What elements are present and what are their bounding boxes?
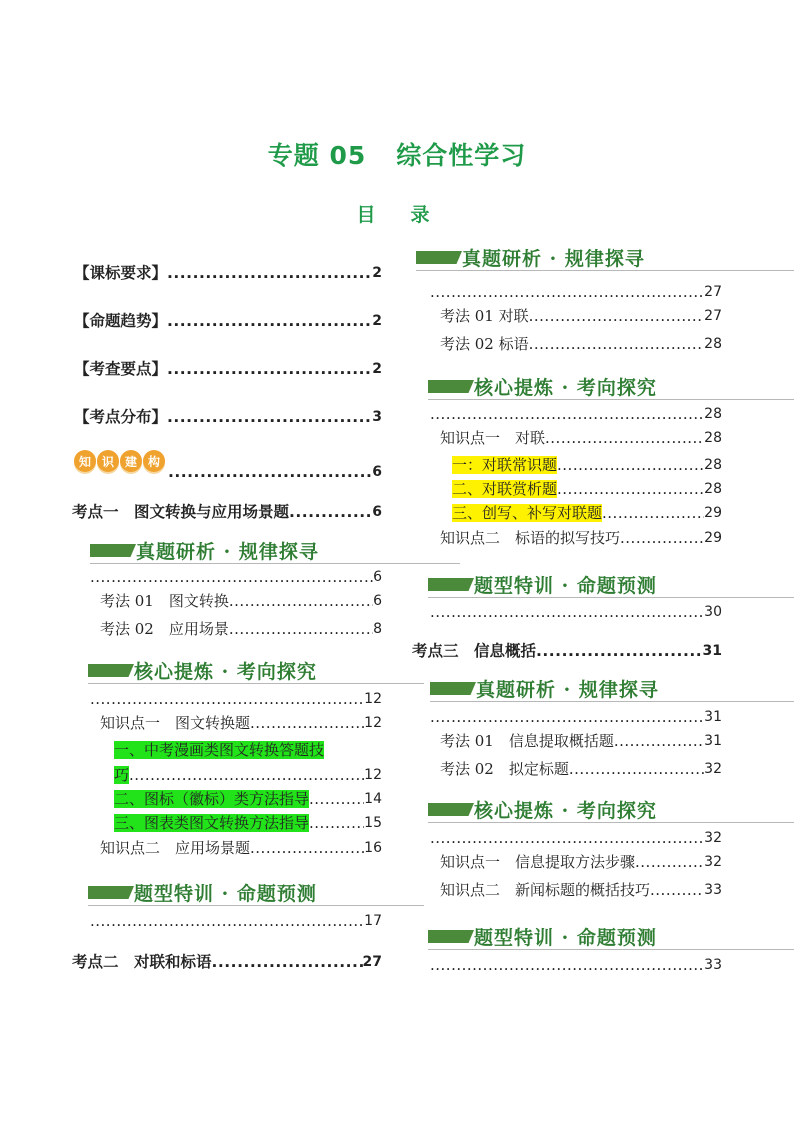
banner-zhenti-2: 真题研析 · 规律探寻 xyxy=(416,247,794,271)
toc-heading: 目 录 xyxy=(356,204,438,226)
toc-entry-zhishidian-xinwen[interactable]: 知识点二 新闻标题的概括技巧 ..... 33 xyxy=(440,881,722,899)
toc-entry-sub-3[interactable]: 三、图表类图文转换方法指导 ..... 15 xyxy=(114,814,382,832)
document-title xyxy=(0,136,794,172)
badge-char: 构 xyxy=(143,450,165,472)
toc-entry-sub-chuangxie[interactable]: 三、创写、补写对联题 ..... 29 xyxy=(452,504,722,522)
toc-entry-zhishidian-1[interactable]: 知识点一 图文转换题 ..... 12 xyxy=(100,714,382,732)
toc-entry-kaofa-biaoti[interactable]: 考法 02 拟定标题 ..... 32 xyxy=(440,760,722,778)
zhishi-jiangou-badge xyxy=(74,450,165,472)
toc-entry-sub-1-line2[interactable]: 巧 ..... 12 xyxy=(114,766,382,784)
toc-entry-sub-changshi[interactable]: 一：对联常识题 ..... 28 xyxy=(452,456,722,474)
toc-entry-kaodian-2[interactable]: 考点二 对联和标语 ..... 27 xyxy=(72,953,382,971)
toc-entry-kebiao[interactable]: 【课标要求】 ..... 2 xyxy=(74,264,382,282)
toc-entry-tixing-1[interactable]: ..... 17 xyxy=(90,912,382,930)
banner-hexin-2: 核心提炼 · 考向探究 xyxy=(428,376,794,400)
toc-entry-sub-shangxi[interactable]: 二、对联赏析题 ..... 28 xyxy=(452,480,722,498)
title-number: 专题 05 xyxy=(267,141,367,170)
toc-entry-kaofa-biaoyu[interactable]: 考法 02 标语 ..... 28 xyxy=(440,335,722,353)
toc-entry-hexin-1[interactable]: ..... 12 xyxy=(90,690,382,708)
toc-entry-hexin-3[interactable]: ..... 32 xyxy=(430,829,722,847)
banner-tixing-3: 题型特训 · 命题预测 xyxy=(428,926,794,950)
toc-entry-zhenti-3[interactable]: ..... 31 xyxy=(430,708,722,726)
toc-entry-kaodian-1[interactable]: 考点一 图文转换与应用场景题 ..... 6 xyxy=(72,503,382,521)
toc-entry-tixing-3[interactable]: ..... 33 xyxy=(430,956,722,974)
toc-entry-kaofa-2[interactable]: 考法 02 应用场景 ..... 8 xyxy=(100,620,382,638)
toc-entry-zhishidian-biaoyu[interactable]: 知识点二 标语的拟写技巧 ..... 29 xyxy=(440,529,722,547)
toc-entry-zhishidian-duilian[interactable]: 知识点一 对联 ..... 28 xyxy=(440,429,722,447)
toc-entry-tixing-2[interactable]: ..... 30 xyxy=(430,603,722,621)
toc-entry-kaocha[interactable]: 【考查要点】 ..... 2 xyxy=(74,360,382,378)
title-topic: 综合性学习 xyxy=(396,141,527,170)
badge-char: 知 xyxy=(74,450,96,472)
toc-entry-zhenti-1[interactable]: ..... 6 xyxy=(90,568,382,586)
badge-char: 识 xyxy=(97,450,119,472)
toc-entry-zhishidian-2[interactable]: 知识点二 应用场景题 ..... 16 xyxy=(100,839,382,857)
toc-entry-kaofa-1[interactable]: 考法 01 图文转换 ..... 6 xyxy=(100,592,382,610)
toc-entry-zhenti-2[interactable]: ..... 27 xyxy=(430,283,722,301)
toc-entry-sub-2[interactable]: 二、图标（徽标）类方法指导 ..... 14 xyxy=(114,790,382,808)
banner-zhenti-1: 真题研析 · 规律探寻 xyxy=(90,540,460,564)
banner-zhenti-3: 真题研析 · 规律探寻 xyxy=(430,678,794,702)
badge-char: 建 xyxy=(120,450,142,472)
banner-tixing-1: 题型特训 · 命题预测 xyxy=(88,882,424,906)
banner-tixing-2: 题型特训 · 命题预测 xyxy=(428,574,794,598)
toc-entry-kaodian-3[interactable]: 考点三 信息概括 ..... 31 xyxy=(412,642,722,660)
toc-entry-mingti[interactable]: 【命题趋势】 ..... 2 xyxy=(74,312,382,330)
toc-entry-zhishidian-buzhou[interactable]: 知识点一 信息提取方法步骤 ..... 32 xyxy=(440,853,722,871)
toc-entry-hexin-2[interactable]: ..... 28 xyxy=(430,405,722,423)
toc-entry-kaofa-duilian[interactable]: 考法 01 对联 ..... 27 xyxy=(440,307,722,325)
toc-entry-zhishi[interactable]: ..... 6 xyxy=(168,463,382,481)
banner-hexin-1: 核心提炼 · 考向探究 xyxy=(88,660,424,684)
toc-entry-sub-1-line1[interactable]: 一、中考漫画类图文转换答题技 xyxy=(114,741,325,759)
toc-entry-kaofa-tiqu[interactable]: 考法 01 信息提取概括题 ..... 31 xyxy=(440,732,722,750)
toc-entry-kaodian[interactable]: 【考点分布】 ..... 3 xyxy=(74,408,382,426)
banner-hexin-3: 核心提炼 · 考向探究 xyxy=(428,799,794,823)
